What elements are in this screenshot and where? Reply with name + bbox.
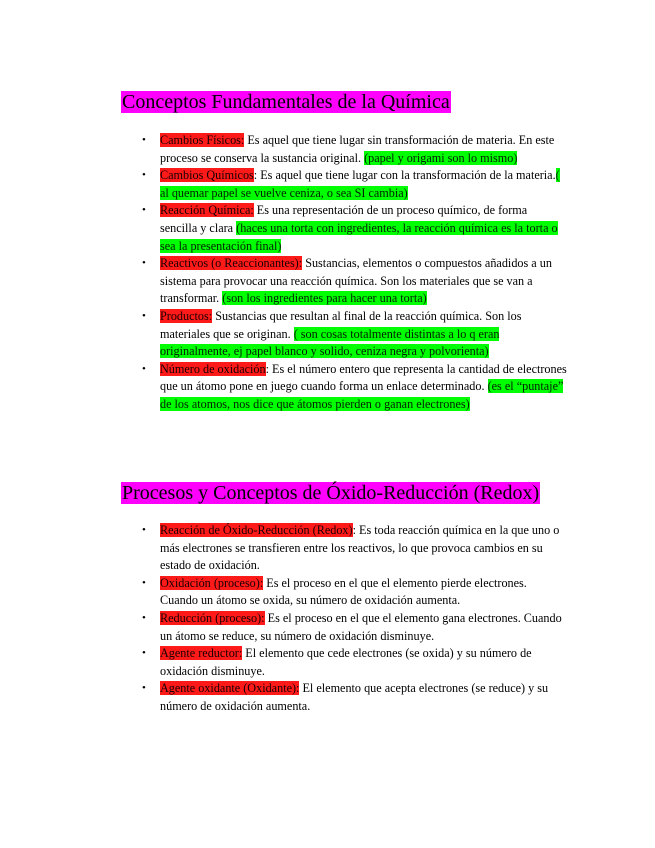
term-highlight: Reducción (proceso): [160,610,265,625]
note-highlight: ( al quemar papel se vuelve ceniza, o sea SI cambia) [160,168,560,200]
definition-text: Sustancias que resultan al final de la reacción química. Son los materiales que se originan. [160,308,522,341]
term-highlight: Reacción de Óxido-Reducción (Redox) [160,523,353,537]
term-highlight: Agente reductor: [160,646,243,661]
term-highlight: Oxidación (proceso): [160,575,264,590]
bullet-icon: • [142,169,146,182]
bullet-icon: • [142,682,146,695]
definition-text: Es el proceso en el que el elemento gana electrones. Cuando un átomo se reduce, su número de oxidación disminuye. [160,610,562,643]
bullet-icon: • [142,309,146,322]
definition-text: Es una representación de un proceso químico, de forma sencilla y clara [160,203,528,235]
term-highlight: Agente oxidante (Oxidante): [160,681,300,696]
definition-text: : Es aquel que tiene lugar con la transformación de la materia. [253,168,556,183]
bullet-icon: • [142,647,146,660]
term-highlight: Reactivos (o Reaccionantes): [160,256,303,271]
term-highlight: Reacción Química: [160,203,254,218]
redox-list [142,522,567,716]
list-item [142,202,567,255]
note-highlight: ( son cosas totalmente distintas a lo q eran originalmente, ej papel blanco y solido, ceniza negra y polvorienta) [160,326,500,359]
definition-text: Es aquel que tiene lugar sin transformación de materia. En este proceso se conserva la sustancia original. [160,133,555,165]
section-title-redox [121,481,540,505]
term-highlight: Productos: [160,308,213,323]
definition-text: El elemento que cede electrones (se oxida) y su número de oxidación disminuye. [160,646,532,678]
note-highlight: (son los ingredientes para hacer una torta) [222,291,427,306]
definition-text: : Es toda reacción química en la que uno o más electrones se transfieren entre los reactivos, lo que provoca cambios en su estado de oxidación. [160,523,560,573]
bullet-icon: • [142,134,146,146]
bullet-icon: • [142,524,146,536]
section-title-text: Procesos y Conceptos de Óxido-Reducción (Redox) [122,482,540,504]
list-item [142,522,567,575]
definition-text: : Es el número entero que representa la cantidad de electrones que un átomo pone en juego cuando forma un enlace determinado. [160,361,567,394]
bullet-icon: • [142,362,146,375]
list-item [142,610,567,645]
bullet-icon: • [142,257,146,270]
list-item [142,575,567,610]
list-item [142,132,567,167]
note-highlight: (es el “puntaje” de los atomos, nos dice que átomos pierden o ganan electrones) [160,379,564,411]
note-highlight: (papel y origami son lo mismo) [364,150,518,165]
definition-text: Sustancias, elementos o compuestos añadidos a un sistema para provocar una reacción química. Son los materiales que se van a transformar. [160,256,552,306]
bullet-icon: • [142,576,146,589]
definition-text: Es el proceso en el que el elemento pierde electrones. Cuando un átomo se oxida, su número de oxidación aumenta. [160,575,527,608]
bullet-icon: • [142,204,146,217]
note-highlight: (haces una torta con ingredientes, la reacción química es la torta o sea la presentación final) [160,220,558,253]
list-item [142,255,567,308]
term-highlight: Cambios Químicos [160,168,254,183]
term-highlight: Cambios Físicos: [160,133,245,147]
list-item [142,361,567,414]
list-item [142,680,567,715]
section-title-fundamentals [121,90,451,114]
list-item [142,167,567,202]
section-title-text: Conceptos Fundamentales de la Química [122,91,450,113]
term-highlight: Número de oxidación [160,361,266,376]
bullet-icon: • [142,611,146,624]
definition-text: El elemento que acepta electrones (se reduce) y su número de oxidación aumenta. [160,681,549,713]
list-item [142,645,567,680]
fundamentals-list [142,132,567,414]
list-item [142,308,567,361]
